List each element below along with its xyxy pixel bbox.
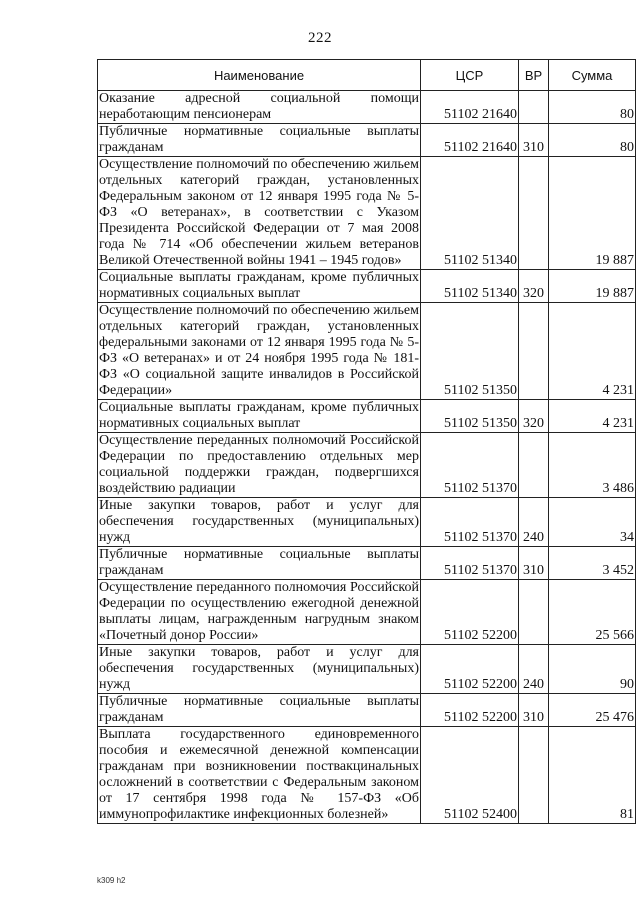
row-vr xyxy=(519,157,549,270)
row-vr: 240 xyxy=(519,498,549,547)
row-sum: 81 xyxy=(549,727,636,824)
row-csr: 51102 52200 xyxy=(421,694,519,727)
row-vr: 310 xyxy=(519,694,549,727)
row-vr: 320 xyxy=(519,400,549,433)
row-csr: 51102 52200 xyxy=(421,580,519,645)
row-vr: 310 xyxy=(519,547,549,580)
header-name: Наименование xyxy=(98,60,421,91)
row-csr: 51102 52200 xyxy=(421,645,519,694)
row-csr: 51102 52400 xyxy=(421,727,519,824)
row-name: Публичные нормативные социальные выплаты гражданам xyxy=(99,124,419,155)
row-vr xyxy=(519,91,549,124)
table-header-row xyxy=(98,60,636,91)
row-sum: 90 xyxy=(549,645,636,694)
row-name: Иные закупки товаров, работ и услуг для обеспечения государственных (муниципальных) нужд xyxy=(99,645,419,692)
table-row xyxy=(98,124,636,157)
header-sum: Сумма xyxy=(549,60,636,91)
row-vr: 320 xyxy=(519,270,549,303)
page-number: 222 xyxy=(308,30,332,46)
row-sum: 19 887 xyxy=(549,270,636,303)
row-csr: 51102 51370 xyxy=(421,547,519,580)
budget-table xyxy=(97,59,636,824)
row-name: Оказание адресной социальной помощи неработающим пенсионерам xyxy=(99,91,419,122)
row-name: Публичные нормативные социальные выплаты гражданам xyxy=(99,547,419,578)
row-csr: 51102 51340 xyxy=(421,157,519,270)
row-vr: 240 xyxy=(519,645,549,694)
header-vr: ВР xyxy=(519,60,549,91)
row-sum: 3 486 xyxy=(549,433,636,498)
row-name: Публичные нормативные социальные выплаты гражданам xyxy=(99,694,419,725)
row-vr xyxy=(519,433,549,498)
table-row xyxy=(98,91,636,124)
row-name: Осуществление полномочий по обеспечению жильем отдельных категорий граждан, установленных федеральными законами от 12 января 1995 года № 5-ФЗ «О ветеранах» и от 24 ноября 1995 года № 181-ФЗ «О социальной защите инвалидов в Российской Федерации» xyxy=(99,303,419,398)
row-name: Осуществление полномочий по обеспечению жильем отдельных категорий граждан, установленных Федеральным законом от 12 января 1995 года № 5-ФЗ «О ветеранах», в соответствии с Указом Президента Российской Федерации от 7 мая 2008 года № 714 «Об обеспечении жильем ветеранов Великой Отечественной войны 1941 – 1945 годов» xyxy=(99,157,419,268)
table-row xyxy=(98,645,636,694)
row-vr: 310 xyxy=(519,124,549,157)
row-sum: 25 476 xyxy=(549,694,636,727)
table-row xyxy=(98,400,636,433)
row-csr: 51102 51370 xyxy=(421,433,519,498)
table-row xyxy=(98,498,636,547)
table-row xyxy=(98,157,636,270)
table-row xyxy=(98,303,636,400)
row-csr: 51102 21640 xyxy=(421,124,519,157)
row-sum: 3 452 xyxy=(549,547,636,580)
row-name: Социальные выплаты гражданам, кроме публичных нормативных социальных выплат xyxy=(99,270,419,301)
table-row xyxy=(98,433,636,498)
row-name: Осуществление переданных полномочий Российской Федерации по предоставлению отдельных мер социальной поддержки граждан, подвергшихся воздействию радиации xyxy=(99,433,419,496)
table-row xyxy=(98,694,636,727)
row-vr xyxy=(519,303,549,400)
row-name: Иные закупки товаров, работ и услуг для обеспечения государственных (муниципальных) нужд xyxy=(99,498,419,545)
row-name: Социальные выплаты гражданам, кроме публичных нормативных социальных выплат xyxy=(99,400,419,431)
document-code: k309 h2 xyxy=(97,876,126,885)
table-row xyxy=(98,270,636,303)
row-sum: 34 xyxy=(549,498,636,547)
row-csr: 51102 51370 xyxy=(421,498,519,547)
table-row xyxy=(98,727,636,824)
header-csr: ЦСР xyxy=(421,60,519,91)
row-csr: 51102 51350 xyxy=(421,400,519,433)
table-row xyxy=(98,547,636,580)
row-name: Осуществление переданного полномочия Российской Федерации по осуществлению ежегодной денежной выплаты лицам, награжденным нагрудным знаком «Почетный донор России» xyxy=(99,580,419,643)
row-vr xyxy=(519,727,549,824)
row-vr xyxy=(519,580,549,645)
row-sum: 80 xyxy=(549,124,636,157)
table-row xyxy=(98,580,636,645)
row-sum: 4 231 xyxy=(549,303,636,400)
row-sum: 80 xyxy=(549,91,636,124)
row-csr: 51102 51340 xyxy=(421,270,519,303)
row-csr: 51102 21640 xyxy=(421,91,519,124)
row-sum: 25 566 xyxy=(549,580,636,645)
row-sum: 4 231 xyxy=(549,400,636,433)
row-name: Выплата государственного единовременного пособия и ежемесячной денежной компенсации гражданам при возникновении поствакцинальных осложнений в соответствии с Федеральным законом от 17 сентября 1998 года № 157-ФЗ «Об иммунопрофилактике инфекционных болезней» xyxy=(99,727,419,822)
row-csr: 51102 51350 xyxy=(421,303,519,400)
row-sum: 19 887 xyxy=(549,157,636,270)
